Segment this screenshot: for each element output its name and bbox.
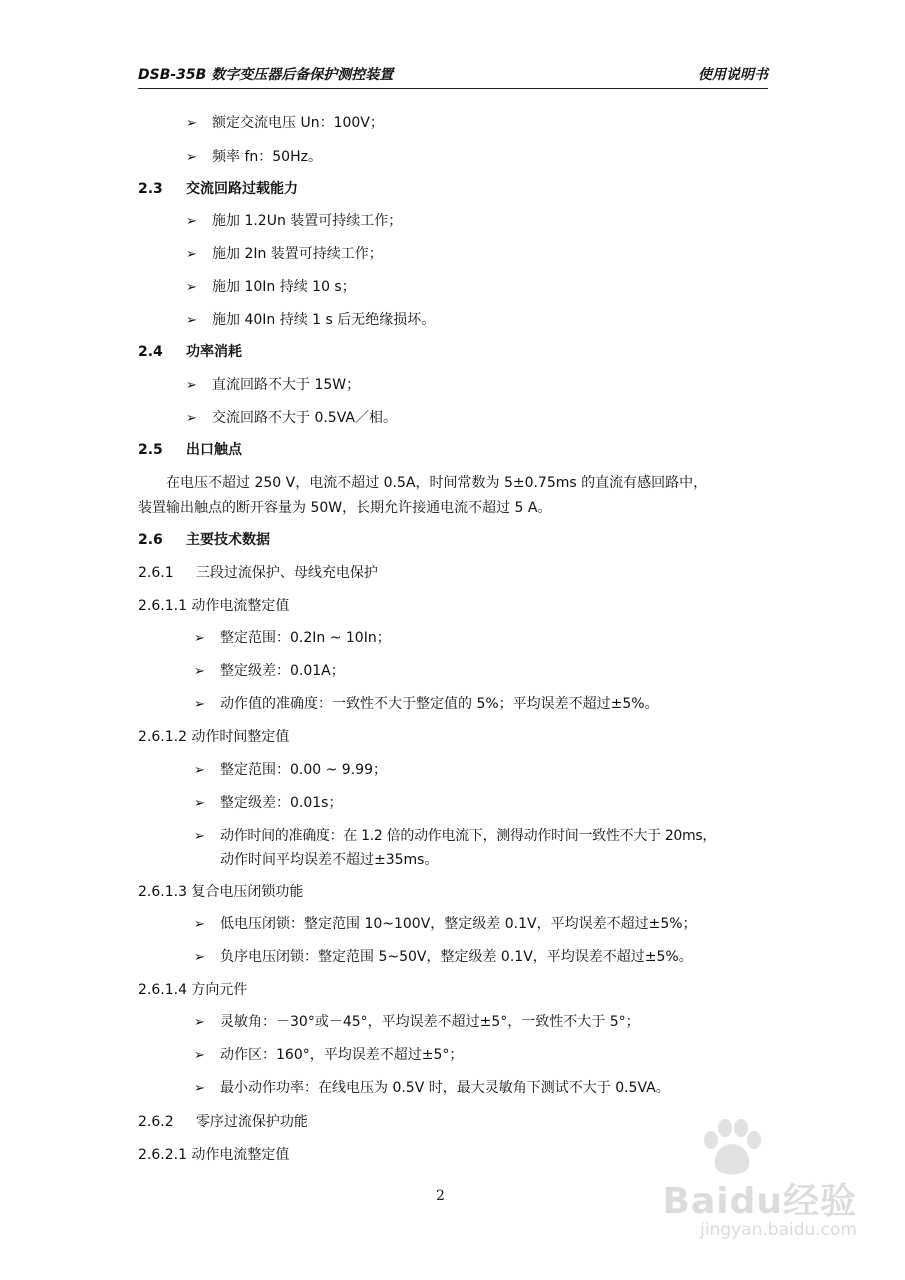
list-item: ➢ 交流回路不大于 0.5VA／相。: [186, 408, 397, 429]
section-heading: 2.4 功率消耗: [138, 344, 242, 360]
bullet-arrow-icon: ➢: [194, 1048, 205, 1063]
bullet-arrow-icon: ➢: [194, 1081, 205, 1096]
bullet-arrow-icon: ➢: [194, 917, 205, 932]
subsection-heading: 2.6.2 零序过流保护功能: [138, 1114, 308, 1130]
list-item: ➢ 施加 2In 装置可持续工作；: [186, 244, 383, 265]
subsection-heading: 2.6.1 三段过流保护、母线充电保护: [138, 565, 378, 581]
bullet-arrow-icon: ➢: [194, 950, 205, 965]
bullet-arrow-icon: ➢: [186, 116, 197, 131]
list-item: ➢ 动作区：160°，平均误差不超过±5°；: [194, 1045, 463, 1066]
list-item: ➢ 灵敏角：－30°或－45°，平均误差不超过±5°，一致性不大于 5°；: [194, 1012, 640, 1033]
bullet-arrow-icon: ➢: [186, 150, 197, 165]
bullet-arrow-icon: ➢: [194, 631, 205, 646]
bullet-arrow-icon: ➢: [186, 378, 197, 393]
bullet-arrow-icon: ➢: [194, 763, 205, 778]
bullet-arrow-icon: ➢: [186, 214, 197, 229]
header-doc-type: 使用说明书: [698, 67, 768, 83]
list-item: ➢ 施加 10In 持续 10 s；: [186, 277, 356, 298]
list-item: ➢ 动作值的准确度：一致性不大于整定值的 5%；平均误差不超过±5%。: [194, 694, 659, 715]
list-item: ➢ 施加 40In 持续 1 s 后无绝缘损坏。: [186, 310, 435, 331]
paragraph-line: 装置输出触点的断开容量为 50W，长期允许接通电流不超过 5 A。: [138, 500, 552, 516]
bullet-arrow-icon: ➢: [186, 280, 197, 295]
paw-watermark-icon: [697, 1118, 767, 1178]
section-heading: 2.6 主要技术数据: [138, 532, 270, 548]
list-item: ➢ 负序电压闭锁：整定范围 5~50V，整定级差 0.1V，平均误差不超过±5%。: [194, 947, 693, 968]
subsection-heading: 2.6.1.1 动作电流整定值: [138, 598, 290, 614]
section-heading: 2.3 交流回路过载能力: [138, 181, 298, 197]
list-item: ➢ 动作时间的准确度：在 1.2 倍的动作电流下，测得动作时间一致性不大于 20ms，: [194, 826, 716, 847]
list-item: ➢ 最小动作功率：在线电压为 0.5V 时，最大灵敏角下测试不大于 0.5VA。: [194, 1078, 670, 1099]
baidu-watermark: [663, 1173, 857, 1240]
bullet-arrow-icon: ➢: [194, 796, 205, 811]
section-heading: 2.5 出口触点: [138, 442, 242, 458]
bullet-arrow-icon: ➢: [186, 313, 197, 328]
bullet-arrow-icon: ➢: [194, 697, 205, 712]
list-item: ➢ 整定级差：0.01s；: [194, 793, 342, 814]
subsection-heading: 2.6.1.4 方向元件: [138, 982, 248, 998]
list-item: ➢ 整定范围：0.00 ~ 9.99；: [194, 760, 387, 781]
list-item: ➢ 整定级差：0.01A；: [194, 661, 345, 682]
list-item: ➢ 直流回路不大于 15W；: [186, 375, 360, 396]
page-number: 2: [436, 1188, 445, 1204]
list-item: ➢ 施加 1.2Un 装置可持续工作；: [186, 211, 402, 232]
list-item: ➢ 整定范围：0.2In ~ 10In；: [194, 628, 391, 649]
watermark-url: jingyan.baidu.com: [700, 1220, 857, 1240]
header-title: DSB-35B 数字变压器后备保护测控装置: [138, 67, 394, 83]
list-item: ➢ 频率 fn：50Hz。: [186, 147, 322, 168]
bullet-arrow-icon: ➢: [186, 247, 197, 262]
bullet-arrow-icon: ➢: [194, 829, 205, 844]
subsection-heading: 2.6.2.1 动作电流整定值: [138, 1147, 290, 1163]
bullet-arrow-icon: ➢: [194, 1015, 205, 1030]
subsection-heading: 2.6.1.3 复合电压闭锁功能: [138, 884, 304, 900]
bullet-arrow-icon: ➢: [194, 664, 205, 679]
subsection-heading: 2.6.1.2 动作时间整定值: [138, 729, 290, 745]
page-header: [138, 60, 768, 89]
list-item: ➢ 低电压闭锁：整定范围 10~100V，整定级差 0.1V，平均误差不超过±5%；: [194, 914, 697, 935]
paragraph-line: 在电压不超过 250 V，电流不超过 0.5A，时间常数为 5±0.75ms 的直流有感回路中，: [166, 475, 708, 491]
watermark-brand: Baidu经验: [662, 1181, 857, 1222]
bullet-arrow-icon: ➢: [186, 411, 197, 426]
list-item-continuation: 动作时间平均误差不超过±35ms。: [220, 852, 439, 868]
list-item: ➢ 额定交流电压 Un：100V；: [186, 113, 384, 134]
